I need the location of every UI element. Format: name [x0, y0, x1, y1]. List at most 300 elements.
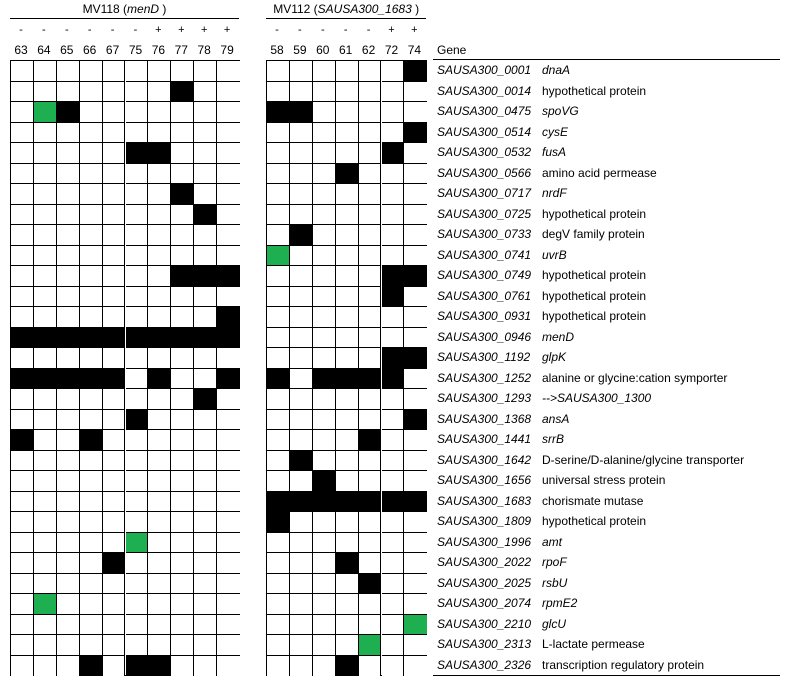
grid-cell: [404, 123, 427, 144]
grid-cell: [313, 369, 336, 390]
grid-cell: [34, 348, 57, 369]
grid-cell: [171, 328, 194, 349]
gene-row-label: [437, 409, 569, 429]
grid-cell: [382, 389, 405, 410]
grid-cell: [126, 82, 149, 103]
grid-cell: [148, 246, 171, 267]
grid-cell: [267, 307, 290, 328]
grid-cell: [290, 246, 313, 267]
gene-row-label: [437, 122, 568, 142]
grid-cell: [34, 82, 57, 103]
grid-cell: [336, 61, 359, 82]
grid-cell: [171, 82, 194, 103]
grid-cell: [217, 369, 240, 390]
locus-id: SAUSA300_2022: [437, 552, 542, 572]
locus-id: SAUSA300_0761: [437, 286, 542, 306]
grid-cell: [57, 328, 80, 349]
grid-cell: [336, 328, 359, 349]
grid-cell: [57, 615, 80, 636]
grid-cell: [126, 615, 149, 636]
grid-cell: [359, 287, 382, 308]
grid-cell: [359, 553, 382, 574]
grid-cell: [126, 430, 149, 451]
grid-cell: [382, 451, 405, 472]
grid-cell: [80, 143, 103, 164]
grid-cell: [148, 328, 171, 349]
column-sign: +: [193, 24, 215, 36]
grid-cell: [336, 307, 359, 328]
gene-name: amt: [542, 535, 562, 549]
grid-cell: [126, 348, 149, 369]
grid-cell: [313, 533, 336, 554]
grid-cell: [11, 574, 34, 595]
grid-cell: [194, 164, 217, 185]
grid-cell: [382, 492, 405, 513]
grid-cell: [171, 102, 194, 123]
group-title-prefix: MV118 (: [83, 2, 127, 16]
grid-cell: [313, 246, 336, 267]
grid-cell: [382, 61, 405, 82]
grid-cell: [148, 205, 171, 226]
grid-cell: [313, 574, 336, 595]
grid-cell: [217, 164, 240, 185]
grid-cell: [290, 287, 313, 308]
column-number: 77: [170, 43, 192, 57]
gene-row-label: [437, 245, 567, 265]
group-title-suffix: ): [412, 2, 419, 16]
gene-row-label: [437, 450, 744, 470]
gene-row-label: [437, 552, 567, 572]
gene-row-label: [437, 655, 704, 675]
grid-cell: [267, 410, 290, 431]
locus-id: SAUSA300_1809: [437, 511, 542, 531]
grid-cell: [336, 615, 359, 636]
grid-cell: [404, 574, 427, 595]
grid-cell: [359, 348, 382, 369]
grid-cell: [171, 123, 194, 144]
grid-cell: [404, 164, 427, 185]
grid-cell: [80, 656, 103, 676]
grid-cell: [217, 574, 240, 595]
grid-cell: [267, 430, 290, 451]
grid-cell: [336, 471, 359, 492]
grid-cell: [267, 102, 290, 123]
locus-id: SAUSA300_1996: [437, 532, 542, 552]
grid-cell: [11, 615, 34, 636]
grid-cell: [194, 184, 217, 205]
grid-cell: [382, 615, 405, 636]
grid-cell: [194, 574, 217, 595]
grid-cell: [103, 61, 126, 82]
grid-cell: [359, 307, 382, 328]
grid-cell: [11, 389, 34, 410]
grid-cell: [57, 225, 80, 246]
grid-cell: [382, 533, 405, 554]
grid-cell: [217, 512, 240, 533]
grid-cell: [217, 328, 240, 349]
grid-cell: [359, 594, 382, 615]
grid-cell: [57, 635, 80, 656]
grid-cell: [57, 410, 80, 431]
column-number: 62: [358, 43, 380, 57]
grid-cell: [382, 287, 405, 308]
column-sign: -: [56, 24, 78, 36]
grid-cell: [148, 307, 171, 328]
column-sign: +: [170, 24, 192, 36]
column-number: 65: [56, 43, 78, 57]
grid-cell: [382, 348, 405, 369]
grid-cell: [267, 266, 290, 287]
grid-cell: [359, 533, 382, 554]
grid-cell: [103, 328, 126, 349]
grid-cell: [290, 553, 313, 574]
grid-cell: [404, 430, 427, 451]
locus-id: SAUSA300_0514: [437, 122, 542, 142]
grid-cell: [359, 492, 382, 513]
locus-id: SAUSA300_1683: [437, 491, 542, 511]
locus-id: SAUSA300_2313: [437, 634, 542, 654]
grid-cell: [194, 615, 217, 636]
grid-cell: [290, 102, 313, 123]
locus-id: SAUSA300_0717: [437, 183, 542, 203]
grid-cell: [103, 410, 126, 431]
grid-cell: [57, 492, 80, 513]
grid-cell: [194, 123, 217, 144]
grid-cell: [217, 492, 240, 513]
grid-cell: [11, 164, 34, 185]
grid-cell: [171, 164, 194, 185]
locus-id: SAUSA300_0566: [437, 163, 542, 183]
grid-cell: [57, 553, 80, 574]
grid-cell: [359, 184, 382, 205]
grid-cell: [267, 287, 290, 308]
grid-cell: [80, 287, 103, 308]
grid-cell: [148, 369, 171, 390]
locus-id: SAUSA300_2210: [437, 614, 542, 634]
grid-cell: [217, 471, 240, 492]
column-number: 78: [193, 43, 215, 57]
grid-cell: [103, 492, 126, 513]
grid-cell: [382, 225, 405, 246]
grid-cell: [34, 123, 57, 144]
grid-cell: [194, 451, 217, 472]
group-title: [10, 2, 239, 16]
grid-cell: [57, 594, 80, 615]
grid-cell: [336, 102, 359, 123]
grid-cell: [11, 533, 34, 554]
grid-cell: [194, 533, 217, 554]
grid-cell: [359, 451, 382, 472]
grid-cell: [80, 123, 103, 144]
gene-row-label: [437, 183, 567, 203]
grid-cell: [313, 492, 336, 513]
grid-cell: [313, 430, 336, 451]
grid-cell: [80, 492, 103, 513]
grid-cell: [217, 266, 240, 287]
grid-cell: [126, 389, 149, 410]
grid-cell: [80, 369, 103, 390]
grid-cell: [171, 451, 194, 472]
grid-cell: [148, 451, 171, 472]
grid-cell: [382, 184, 405, 205]
grid-cell: [148, 512, 171, 533]
grid-cell: [290, 307, 313, 328]
grid-cell: [404, 615, 427, 636]
grid-cell: [290, 61, 313, 82]
grid-cell: [80, 471, 103, 492]
grid-cell: [148, 471, 171, 492]
grid-cell: [404, 246, 427, 267]
grid-cell: [382, 471, 405, 492]
grid-cell: [267, 369, 290, 390]
gene-name: cysE: [542, 125, 568, 139]
grid-cell: [11, 553, 34, 574]
gene-row-label: [437, 634, 645, 654]
grid-cell: [217, 430, 240, 451]
gene-row-label: [437, 614, 566, 634]
grid-cell: [34, 307, 57, 328]
column-sign: -: [10, 24, 32, 36]
grid-cell: [194, 82, 217, 103]
grid-cell: [382, 82, 405, 103]
grid-cell: [290, 512, 313, 533]
grid-cell: [148, 348, 171, 369]
grid-cell: [404, 369, 427, 390]
grid-cell: [382, 430, 405, 451]
grid-cell: [148, 594, 171, 615]
grid-cell: [194, 471, 217, 492]
gene-name: spoVG: [542, 104, 579, 118]
grid-cell: [80, 266, 103, 287]
gene-name: degV family protein: [542, 227, 645, 241]
grid-cell: [103, 184, 126, 205]
grid-cell: [171, 61, 194, 82]
grid-cell: [103, 594, 126, 615]
grid-cell: [126, 635, 149, 656]
grid-cell: [34, 553, 57, 574]
grid-cell: [336, 656, 359, 676]
grid-cell: [267, 471, 290, 492]
grid-cell: [217, 348, 240, 369]
grid-cell: [267, 635, 290, 656]
gene-row-label: [437, 388, 651, 408]
grid-cell: [126, 471, 149, 492]
grid-cell: [126, 512, 149, 533]
grid-cell: [80, 594, 103, 615]
grid-cell: [217, 307, 240, 328]
column-sign: -: [125, 24, 147, 36]
group-title-strain: SAUSA300_1683: [318, 2, 412, 16]
grid-cell: [382, 307, 405, 328]
grid-cell: [126, 266, 149, 287]
grid-cell: [57, 512, 80, 533]
grid-cell: [290, 430, 313, 451]
grid-cell: [290, 348, 313, 369]
grid-cell: [80, 635, 103, 656]
grid-cell: [171, 369, 194, 390]
grid-cell: [34, 225, 57, 246]
locus-id: SAUSA300_0014: [437, 81, 542, 101]
grid-cell: [126, 307, 149, 328]
grid-cell: [57, 61, 80, 82]
grid-cell: [217, 287, 240, 308]
column-sign: -: [266, 24, 288, 36]
grid-cell: [103, 307, 126, 328]
grid-cell: [11, 307, 34, 328]
grid-cell: [382, 164, 405, 185]
grid-cell: [126, 328, 149, 349]
grid-cell: [290, 594, 313, 615]
grid-cell: [11, 246, 34, 267]
column-number: 79: [216, 43, 238, 57]
grid-cell: [267, 61, 290, 82]
grid-cell: [290, 164, 313, 185]
grid-cell: [34, 328, 57, 349]
grid-cell: [404, 635, 427, 656]
grid-cell: [404, 143, 427, 164]
grid-cell: [336, 348, 359, 369]
grid-cell: [103, 512, 126, 533]
grid-cell: [148, 533, 171, 554]
gene-name: hypothetical protein: [542, 84, 646, 98]
grid-cell: [313, 410, 336, 431]
group-title-prefix: MV112 (: [273, 2, 317, 16]
locus-id: SAUSA300_0749: [437, 265, 542, 285]
column-sign: -: [312, 24, 334, 36]
grid-cell: [148, 430, 171, 451]
gene-name: alanine or glycine:cation symporter: [542, 371, 727, 385]
grid-cell: [336, 225, 359, 246]
grid-cell: [171, 287, 194, 308]
grid-cell: [148, 225, 171, 246]
grid-cell: [217, 635, 240, 656]
grid-cell: [148, 164, 171, 185]
grid-cell: [57, 348, 80, 369]
grid-cell: [404, 533, 427, 554]
grid-cell: [171, 184, 194, 205]
grid-cell: [313, 123, 336, 144]
grid-cell: [313, 553, 336, 574]
column-number: 72: [381, 43, 403, 57]
locus-id: SAUSA300_0931: [437, 306, 542, 326]
grid-cell: [80, 307, 103, 328]
grid-cell: [103, 369, 126, 390]
grid-cell: [382, 102, 405, 123]
grid-cell: [103, 348, 126, 369]
grid-cell: [126, 533, 149, 554]
grid-cell: [217, 143, 240, 164]
column-sign: -: [79, 24, 101, 36]
grid-cell: [359, 82, 382, 103]
grid-cell: [404, 82, 427, 103]
grid-cell: [382, 635, 405, 656]
grid-cell: [359, 328, 382, 349]
grid-cell: [382, 410, 405, 431]
grid-cell: [217, 82, 240, 103]
grid-cell: [171, 574, 194, 595]
grid-cell: [80, 184, 103, 205]
grid-cell: [359, 225, 382, 246]
column-sign: -: [102, 24, 124, 36]
grid-cell: [290, 184, 313, 205]
column-sign: +: [216, 24, 238, 36]
grid-cell: [336, 184, 359, 205]
grid-cell: [126, 123, 149, 144]
grid-cell: [194, 348, 217, 369]
grid-cell: [194, 246, 217, 267]
grid-cell: [103, 656, 126, 676]
grid-cell: [267, 615, 290, 636]
gene-name: fusA: [542, 145, 566, 159]
gene-row-label: [437, 101, 579, 121]
grid-cell: [336, 389, 359, 410]
grid-cell: [11, 451, 34, 472]
grid-cell: [57, 471, 80, 492]
grid-cell: [34, 471, 57, 492]
locus-id: SAUSA300_1368: [437, 409, 542, 429]
grid-cell: [359, 369, 382, 390]
grid-cell: [290, 266, 313, 287]
grid-cell: [382, 656, 405, 676]
grid-cell: [11, 430, 34, 451]
grid-cell: [126, 205, 149, 226]
grid-cell: [194, 225, 217, 246]
grid-cell: [336, 143, 359, 164]
grid-cell: [148, 143, 171, 164]
grid-cell: [148, 82, 171, 103]
column-number: 75: [125, 43, 147, 57]
grid-cell: [11, 328, 34, 349]
grid-cell: [336, 574, 359, 595]
grid-cell: [126, 225, 149, 246]
grid-cell: [359, 123, 382, 144]
grid-cell: [171, 656, 194, 676]
grid-cell: [103, 123, 126, 144]
grid-cell: [103, 615, 126, 636]
gene-name: rsbU: [542, 576, 567, 590]
grid-cell: [11, 82, 34, 103]
grid-cell: [34, 369, 57, 390]
grid-cell: [313, 615, 336, 636]
grid-cell: [267, 82, 290, 103]
gene-header: Gene: [437, 43, 466, 57]
group-title-suffix: ): [159, 2, 166, 16]
grid-cell: [217, 451, 240, 472]
grid-cell: [194, 369, 217, 390]
grid-cell: [103, 102, 126, 123]
grid-cell: [267, 184, 290, 205]
gene-name: L-lactate permease: [542, 637, 645, 651]
locus-id: SAUSA300_1252: [437, 368, 542, 388]
gene-name: nrdF: [542, 186, 567, 200]
group-title-rule: [266, 18, 426, 19]
grid-cell: [359, 389, 382, 410]
column-number: 64: [33, 43, 55, 57]
gene-name: universal stress protein: [542, 473, 665, 487]
grid-cell: [359, 246, 382, 267]
gene-name: menD: [542, 330, 574, 344]
grid-cell: [80, 225, 103, 246]
gene-row-label: [437, 81, 646, 101]
grid-cell: [148, 102, 171, 123]
grid-cell: [57, 246, 80, 267]
grid-cell: [148, 410, 171, 431]
grid-cell: [313, 451, 336, 472]
column-sign: -: [335, 24, 357, 36]
grid-cell: [217, 389, 240, 410]
grid-cell: [148, 635, 171, 656]
grid-cell: [171, 307, 194, 328]
